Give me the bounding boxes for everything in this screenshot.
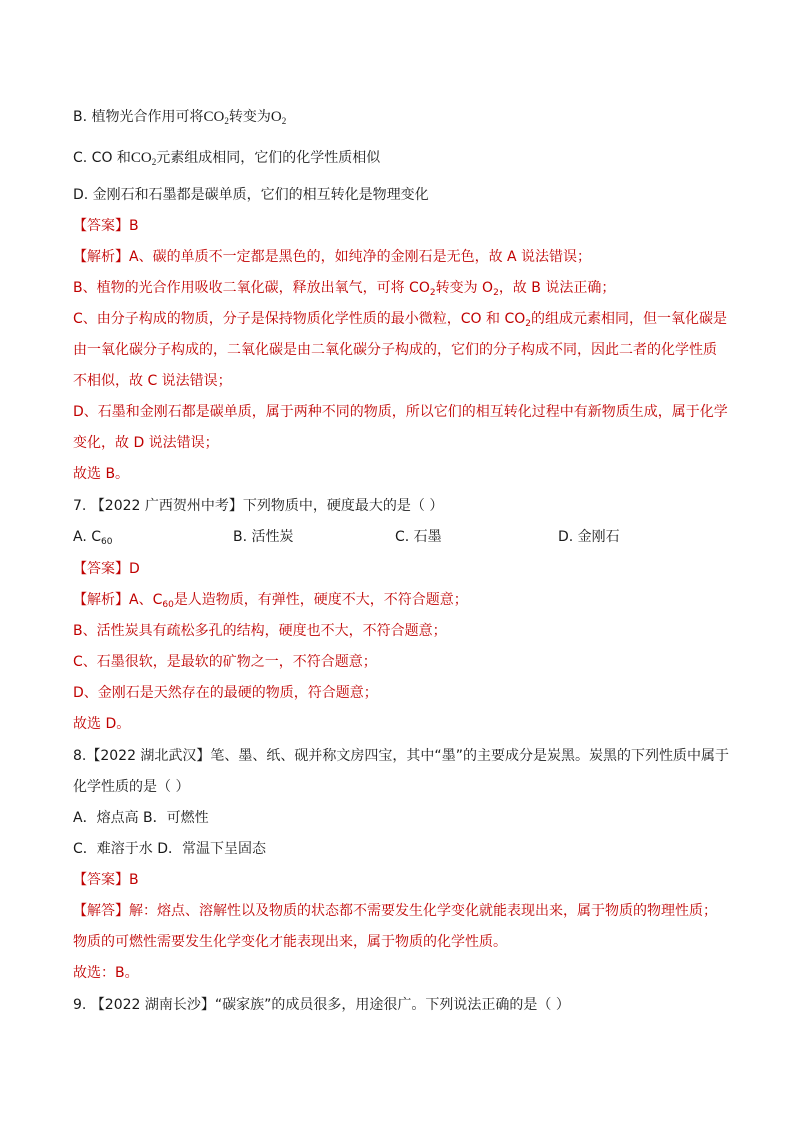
q8-analysis-line-1: 【解答】解：熔点、溶解性以及物质的状态都不需要发生化学变化就能表现出来，属于物质的物理性质； xyxy=(73,903,717,919)
q8-options-cd: C．难溶于水 D．常温下呈固态 xyxy=(73,841,267,857)
q8-conclusion: 故选：B。 xyxy=(73,965,139,981)
q6-analysis-line-3: C、由分子构成的物质，分子是保持物质化学性质的最小微粒，CO 和 $CO_2$的组成元素相同，但一氧化碳是 xyxy=(73,311,727,329)
answer-value: B xyxy=(129,218,139,234)
q6-option-d: D. 金刚石和石墨都是碳单质，它们的相互转化是物理变化 xyxy=(73,187,429,203)
q7-stem: 7. 【2022 广西贺州中考】下列物质中，硬度最大的是（ ） xyxy=(73,498,444,514)
q7-analysis-line-3: C、石墨很软，是最软的矿物之一，不符合题意； xyxy=(73,654,377,670)
q6-option-c: C. CO 和$CO_2$元素组成相同，它们的化学性质相似 xyxy=(73,150,381,167)
q6-conclusion: 故选 B。 xyxy=(73,466,130,482)
q8-stem-line-2: 化学性质的是（ ） xyxy=(73,779,190,795)
q6-answer xyxy=(73,216,139,236)
answer-tag: 【答案】 xyxy=(73,872,129,888)
q6-option-b: B. 植物光合作用可将$CO_2$转变为$O_2$ xyxy=(73,109,287,126)
q6-analysis-line-1: 【解析】A、碳的单质不一定都是黑色的，如纯净的金刚石是无色，故 A 说法错误； xyxy=(73,249,592,265)
answer-tag: 【答案】 xyxy=(73,218,129,234)
q7-analysis-line-4: D、金刚石是天然存在的最硬的物质，符合题意； xyxy=(73,685,378,701)
q7-conclusion: 故选 D。 xyxy=(73,716,131,732)
answer-tag: 【答案】 xyxy=(73,561,129,577)
q8-answer xyxy=(73,870,139,890)
q7-option-d: D. 金刚石 xyxy=(558,529,620,545)
formula-o2: $O_2$ xyxy=(270,109,287,126)
q7-analysis-line-1: 【解析】A、$C_{60}$是人造物质，有弹性，硬度不大，不符合题意； xyxy=(73,592,468,610)
q6-analysis-line-6: D、石墨和金刚石都是碳单质，属于两种不同的物质，所以它们的相互转化过程中有新物质生成，属于化学 xyxy=(73,404,728,420)
q9-stem: 9. 【2022 湖南长沙】“碳家族”的成员很多，用途很广。下列说法正确的是（ ） xyxy=(73,997,570,1013)
q7-answer xyxy=(73,559,140,579)
q6-analysis-line-4: 由一氧化碳分子构成的，二氧化碳是由二氧化碳分子构成的，它们的分子构成不同，因此二者的化学性质 xyxy=(73,342,717,358)
q8-analysis-line-2: 物质的可燃性需要发生化学变化才能表现出来，属于物质的化学性质。 xyxy=(73,934,507,950)
q7-option-a: A. $C_{60}$ xyxy=(73,529,113,547)
q6-analysis-line-5: 不相似，故 C 说法错误； xyxy=(73,373,232,389)
formula-co2: $CO_2$ xyxy=(130,150,157,167)
q7-analysis-line-2: B、活性炭具有疏松多孔的结构，硬度也不大，不符合题意； xyxy=(73,623,447,639)
q7-options xyxy=(73,527,723,547)
formula-co2: $CO_2$ xyxy=(203,109,229,126)
q7-option-c: C. 石墨 xyxy=(395,529,442,545)
q7-option-b: B. 活性炭 xyxy=(233,529,294,545)
q6-analysis-line-7: 变化，故 D 说法错误； xyxy=(73,435,219,451)
q8-stem-line-1: 8.【2022 湖北武汉】笔、墨、纸、砚并称文房四宝，其中“墨”的主要成分是炭黑。炭黑的下列性质中属于 xyxy=(73,748,729,764)
q8-options-ab: A．熔点高 B．可燃性 xyxy=(73,810,209,826)
answer-value: D xyxy=(129,561,140,577)
answer-value: B xyxy=(129,872,139,888)
q6-analysis-line-2: B、植物的光合作用吸收二氧化碳，释放出氧气，可将 $CO_2$转变为 $O_2$，故 B 说法正确； xyxy=(73,280,616,298)
